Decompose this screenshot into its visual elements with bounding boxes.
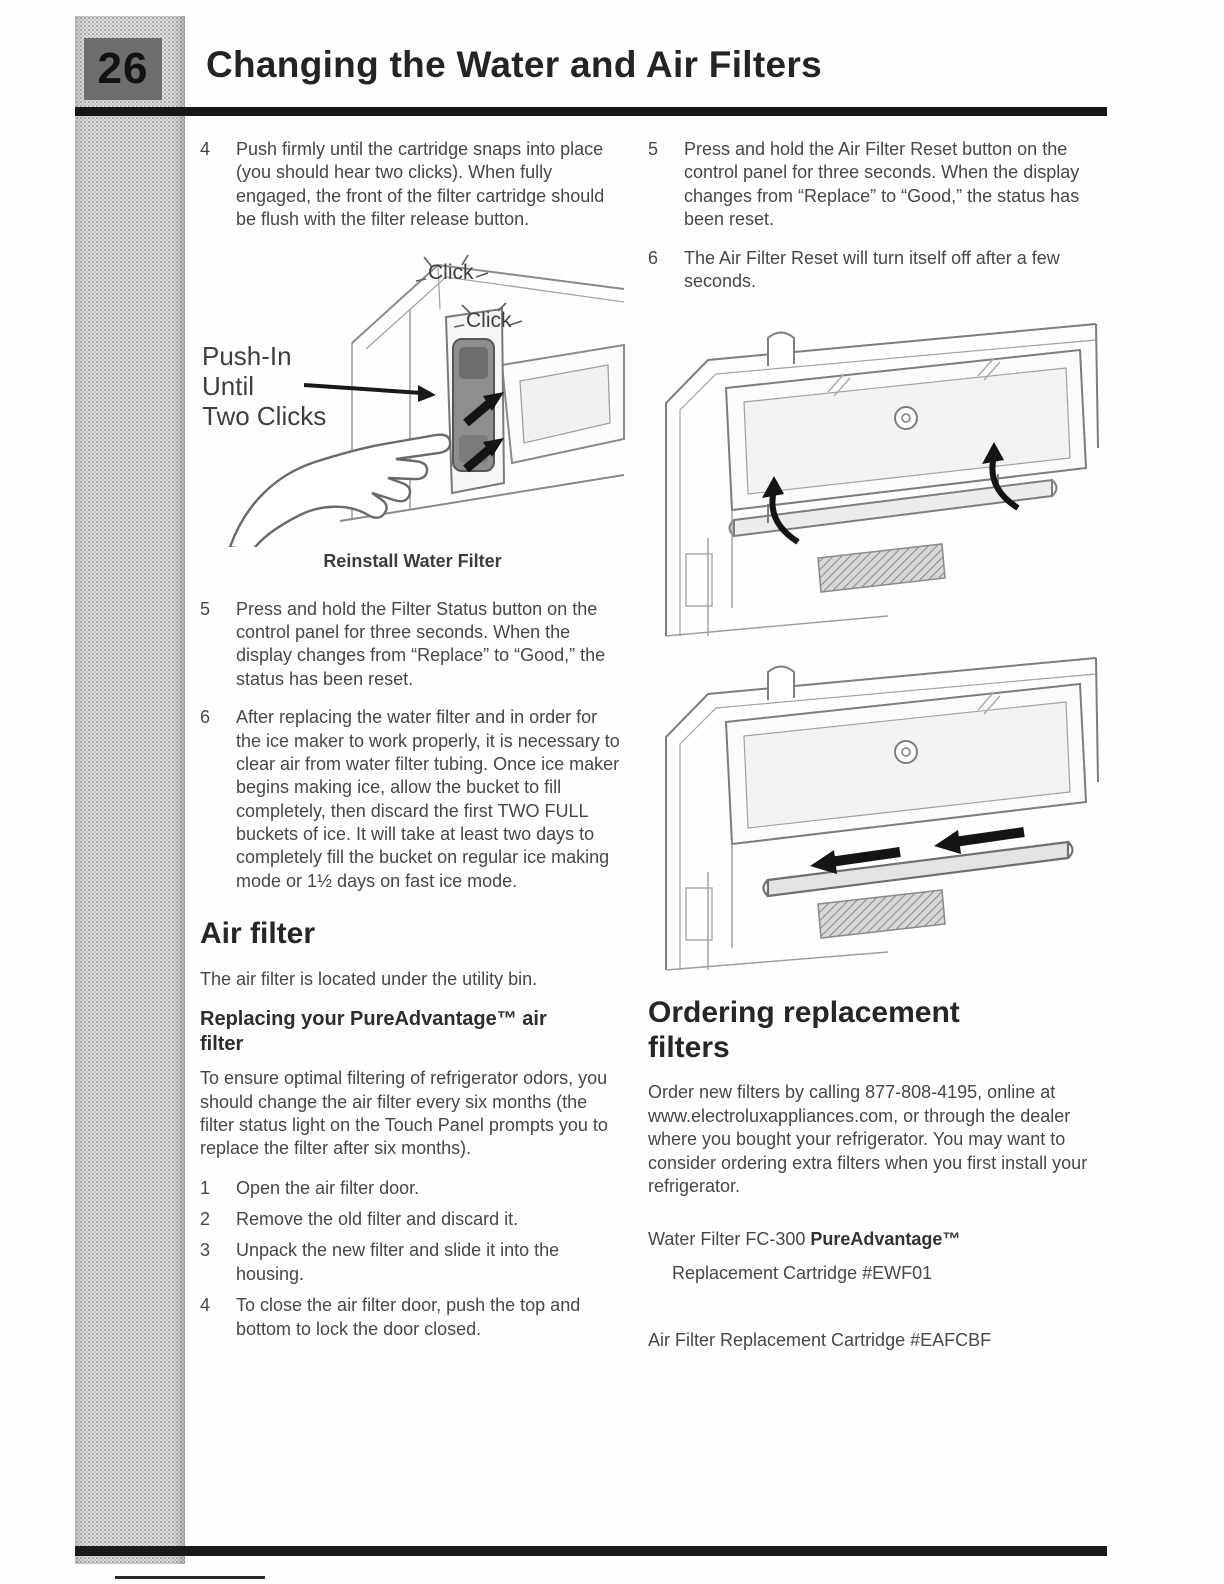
water-filter-drawing [200, 247, 625, 547]
step-item [648, 247, 1100, 294]
step-item [200, 138, 625, 232]
step-item [200, 1177, 625, 1200]
figure-caption: Reinstall Water Filter [323, 550, 502, 571]
air-filter-intro: The air filter is located under the utility bin. [200, 968, 538, 989]
bottom-divider [75, 1546, 1107, 1556]
step-number: 3 [200, 1240, 211, 1261]
click-label-1: Click [428, 260, 474, 284]
step-number: 6 [648, 247, 659, 268]
water-filter-prefix: Water Filter FC-300 [648, 1229, 811, 1250]
step-item [200, 1294, 625, 1341]
step-text: Press and hold the Filter Status button on the control panel for three seconds. When the display changes from “Replace” to “Good,” the status has been reset. [236, 598, 606, 689]
step-text: After replacing the water filter and in order for the ice maker to work properly, it is necessary to clear air from water filter tubing. Once ice maker begins making ice, allow the bucket to fill completely, then discard the first TWO FULL buckets of ice. It will take at least two days to completely fill the bucket on regular ice making mode or 1½ days on fast ice mode. [236, 707, 620, 891]
step-text: Unpack the new filter and slide it into the housing. [236, 1240, 560, 1284]
pushin-label-line3: Two Clicks [202, 400, 327, 431]
left-column [200, 138, 625, 1349]
air-filter-open-drawing [648, 308, 1100, 638]
step-item [200, 706, 625, 893]
step-text: Push firmly until the cartridge snaps into place (you should hear two clicks). When fully engaged, the front of the filter cartridge should be flush with the filter release button. [236, 139, 605, 230]
step-item [648, 138, 1100, 232]
click-label-2: Click [466, 308, 512, 332]
pushin-label-line2: Until [202, 370, 255, 401]
step-item [200, 598, 625, 692]
page-number: 26 [84, 38, 162, 100]
water-filter-cartridge: Replacement Cartridge #EWF01 [672, 1262, 933, 1283]
air-filter-open-illustration [648, 308, 1100, 638]
right-column [648, 138, 1100, 1362]
step-item [200, 1239, 625, 1286]
step-text: Remove the old filter and discard it. [236, 1209, 519, 1230]
step-number: 2 [200, 1209, 211, 1230]
step-text: Press and hold the Air Filter Reset button on the control panel for three seconds. When the display changes from “Replace” to “Good,” the status has been reset. [684, 139, 1080, 230]
step-text: Open the air filter door. [236, 1177, 420, 1198]
page-title: Changing the Water and Air Filters [206, 44, 822, 85]
step-text: The Air Filter Reset will turn itself off after a few seconds. [684, 247, 1060, 291]
water-filter-illustration [200, 247, 625, 547]
step-number: 1 [200, 1177, 211, 1198]
ordering-body: Order new filters by calling 877-808-4195, online at www.electroluxappliances.com, or through the dealer where you bought your refrigerator. You may want to consider ordering extra filters when you first install your refrigerator. [648, 1082, 1088, 1196]
air-filter-remove-drawing [648, 642, 1100, 972]
air-filter-cartridge: Air Filter Replacement Cartridge #EAFCBF [648, 1330, 992, 1351]
step-text: To close the air filter door, push the top and bottom to lock the door closed. [236, 1295, 581, 1339]
air-filter-remove-illustration [648, 642, 1100, 972]
footer-mark [115, 1576, 265, 1579]
pushin-label-line1: Push-In [202, 340, 292, 371]
air-filter-heading: Air filter [200, 917, 316, 951]
step-number: 4 [200, 139, 211, 159]
air-filter-subheading: Replacing your PureAdvantage™ air filter [200, 1008, 547, 1056]
water-filter-reference [648, 1228, 1100, 1251]
step-number: 5 [200, 598, 211, 619]
step-number: 6 [200, 707, 211, 728]
title-divider [75, 107, 1107, 116]
ordering-heading: Ordering replacement filters [648, 996, 960, 1064]
step-number: 4 [200, 1295, 211, 1316]
decorative-side-strip [75, 16, 185, 1564]
step-number: 5 [648, 139, 659, 159]
water-filter-brand: PureAdvantage™ [810, 1229, 961, 1250]
air-filter-body: To ensure optimal filtering of refrigerator odors, you should change the air filter every six months (the filter status light on the Touch Panel prompts you to replace the filter after six months). [200, 1068, 608, 1159]
step-item [200, 1208, 625, 1231]
